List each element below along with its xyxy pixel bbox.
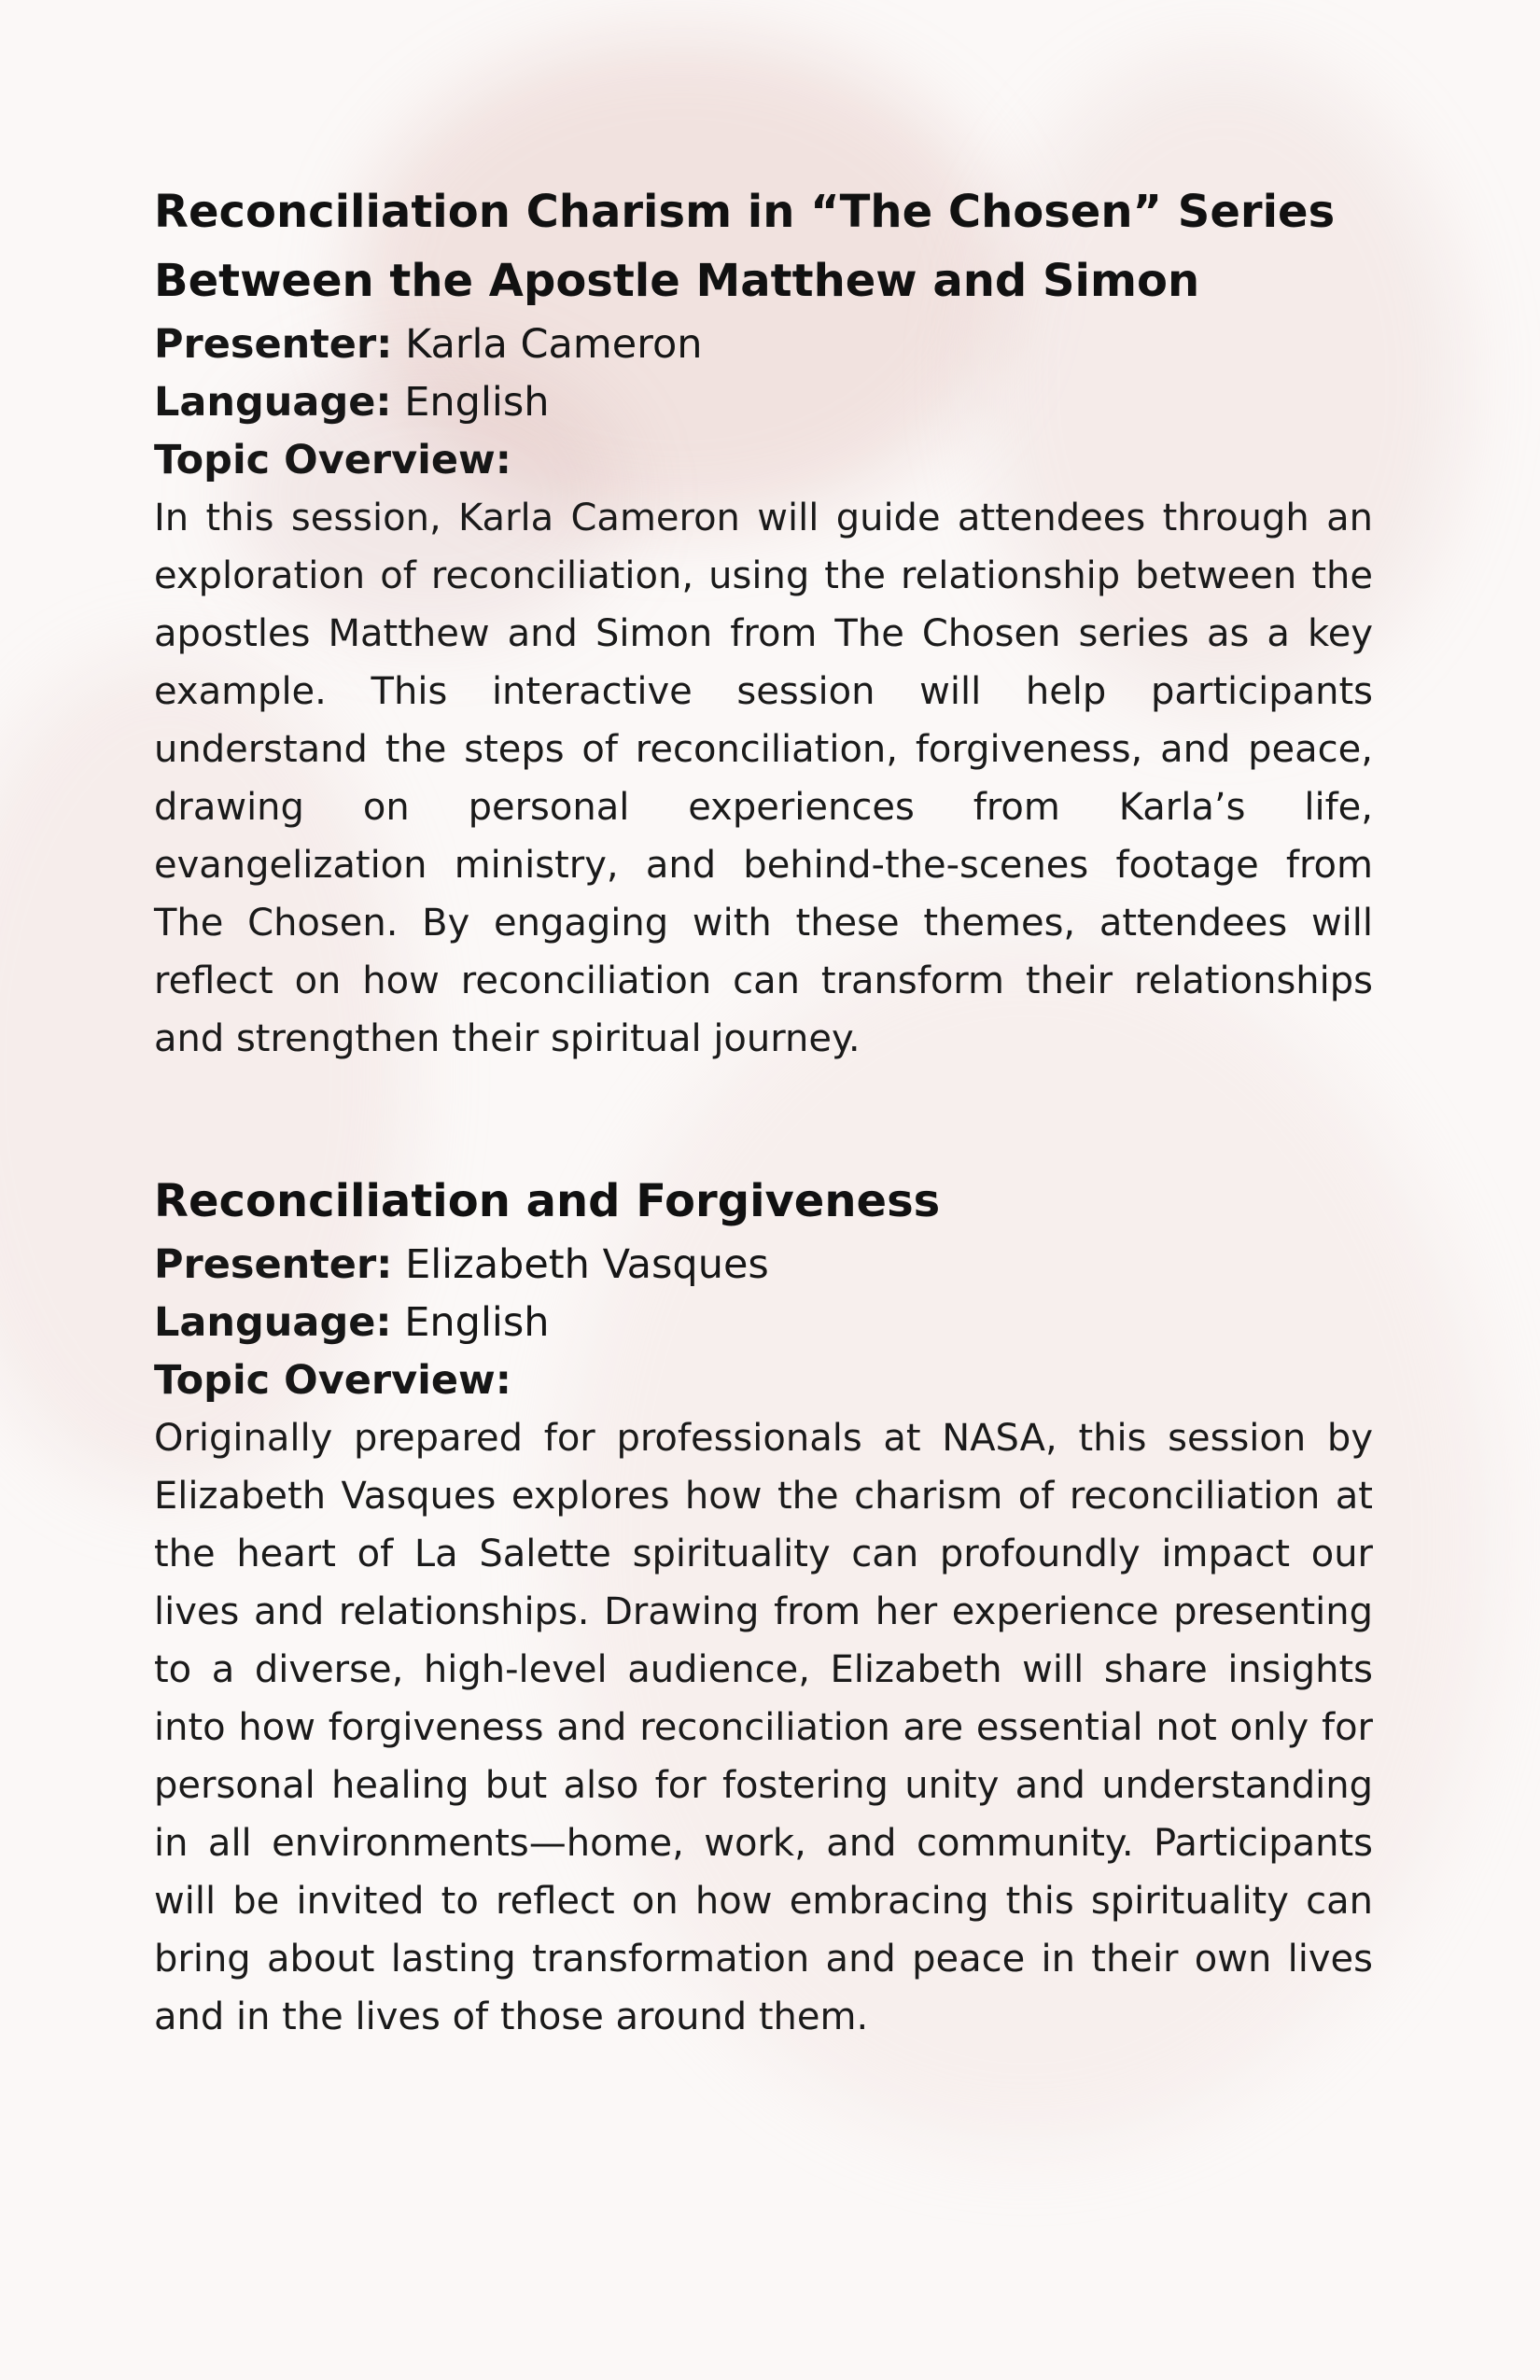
presenter-name: Karla Cameron <box>405 321 703 368</box>
document-body <box>154 177 1373 2046</box>
topic-overview-label: Topic Overview: <box>154 1357 511 1404</box>
topic-overview-text: In this session, Karla Cameron will guide attendees through an exploration of reconciliation, using the relationship between the apostles Matthew and Simon from The Chosen series as a key example. This interactive session will help participants understand the steps of reconciliation, forgiveness, and peace, drawing on personal experiences from Karla’s life, evangelization ministry, and behind-the-scenes footage from The Chosen. By engaging with these themes, attendees will reflect on how reconciliation can transform their relationships and strengthen their spiritual journey. <box>154 497 1373 1060</box>
language-value: English <box>404 379 550 426</box>
session-title <box>154 177 1373 315</box>
language-label: Language: <box>154 379 392 426</box>
session-2 <box>154 1167 1373 2046</box>
session-title-line: Between the Apostle Matthew and Simon <box>154 255 1200 307</box>
language-line <box>154 373 1373 431</box>
session-1 <box>154 177 1373 1068</box>
session-title <box>154 1167 1373 1236</box>
presenter-label: Presenter: <box>154 1241 393 1288</box>
language-label: Language: <box>154 1299 392 1346</box>
language-value: English <box>404 1299 550 1346</box>
language-line <box>154 1294 1373 1351</box>
presenter-line <box>154 1236 1373 1294</box>
topic-overview-text: Originally prepared for professionals at NASA, this session by Elizabeth Vasques explores how the charism of reconciliation at the heart of La Salette spirituality can profoundly impact our lives and relationships. Drawing from her experience presenting to a diverse, high-level audience, Elizabeth will share insights into how forgiveness and reconciliation are essential not only for personal healing but also for fostering unity and understanding in all environments—home, work, and community. Participants will be invited to reflect on how embracing this spirituality can bring about lasting transformation and peace in their own lives and in the lives of those around them. <box>154 1417 1373 2038</box>
session-title-line: Reconciliation and Forgiveness <box>154 1175 941 1227</box>
topic-overview-label: Topic Overview: <box>154 437 511 483</box>
session-title-line: Reconciliation Charism in “The Chosen” Series <box>154 186 1336 238</box>
presenter-label: Presenter: <box>154 321 393 368</box>
presenter-name: Elizabeth Vasques <box>405 1241 769 1288</box>
presenter-line <box>154 315 1373 373</box>
